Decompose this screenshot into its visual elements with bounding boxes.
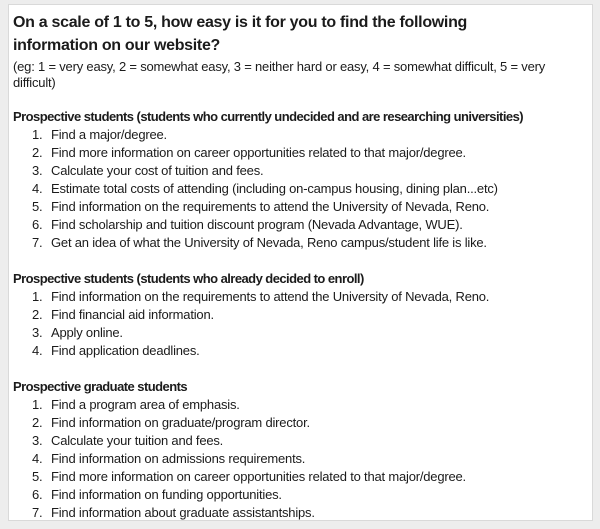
list-item [32,468,586,486]
item-number: 1. [32,397,43,412]
item-text: Apply online. [51,325,123,340]
list-item [32,234,586,252]
item-text: Find information on graduate/program director. [51,415,310,430]
question-title [13,11,586,57]
item-list [13,288,586,360]
item-text: Find information about graduate assistantships. [51,505,315,520]
item-number: 4. [32,451,43,466]
item-text: Find a program area of emphasis. [51,397,240,412]
item-number: 7. [32,235,43,250]
item-number: 2. [32,415,43,430]
question-title-line-2: information on our website? [13,37,221,54]
item-number: 4. [32,181,43,196]
item-text: Find financial aid information. [51,307,214,322]
list-item [32,180,586,198]
item-text: Find more information on career opportunities related to that major/degree. [51,469,466,484]
scale-legend-line-2: difficult) [13,74,56,90]
item-number: 1. [32,127,43,142]
list-item [32,306,586,324]
item-number: 4. [32,343,43,358]
item-text: Find information on the requirements to attend the University of Nevada, Reno. [51,199,490,214]
item-number: 1. [32,289,43,304]
list-item [32,288,586,306]
item-number: 2. [32,307,43,322]
item-number: 6. [32,217,43,232]
item-number: 3. [32,433,43,448]
scale-legend [13,59,586,90]
item-text: Find information on the requirements to attend the University of Nevada, Reno. [51,289,490,304]
item-text: Find application deadlines. [51,343,200,358]
item-number: 5. [32,469,43,484]
item-number: 6. [32,487,43,502]
section-heading: Prospective students (students who already decided to enroll) [13,271,364,286]
item-number: 7. [32,505,43,520]
scale-legend-line-1: (eg: 1 = very easy, 2 = somewhat easy, 3 = neither hard or easy, 4 = somewhat difficult, 5 = very [13,59,546,74]
item-text: Calculate your cost of tuition and fees. [51,163,264,178]
item-text: Find scholarship and tuition discount program (Nevada Advantage, WUE). [51,217,463,232]
section [13,378,586,521]
list-item [32,396,586,414]
list-item [32,144,586,162]
item-text: Find information on funding opportunities. [51,487,282,502]
list-item [32,414,586,432]
section-heading: Prospective graduate students [13,379,188,394]
item-text: Estimate total costs of attending (including on-campus housing, dining plan...etc) [51,181,498,196]
item-number: 3. [32,325,43,340]
question-title-line-1: On a scale of 1 to 5, how easy is it for you to find the following [13,14,468,31]
list-item [32,126,586,144]
item-number: 2. [32,145,43,160]
item-text: Find information on admissions requirements. [51,451,306,466]
item-number: 3. [32,163,43,178]
list-item [32,324,586,342]
section [13,270,586,360]
sections-container [13,108,586,521]
list-item [32,504,586,521]
document-page [8,4,593,521]
item-text: Get an idea of what the University of Nevada, Reno campus/student life is like. [51,235,487,250]
item-list [13,126,586,252]
item-number: 5. [32,199,43,214]
list-item [32,450,586,468]
list-item [32,216,586,234]
list-item [32,162,586,180]
section-heading: Prospective students (students who currently undecided and are researching universities) [13,109,524,124]
item-list [13,396,586,521]
section [13,108,586,252]
item-text: Find a major/degree. [51,127,167,142]
list-item [32,198,586,216]
list-item [32,342,586,360]
item-text: Calculate your tuition and fees. [51,433,224,448]
item-text: Find more information on career opportunities related to that major/degree. [51,145,466,160]
list-item [32,432,586,450]
list-item [32,486,586,504]
